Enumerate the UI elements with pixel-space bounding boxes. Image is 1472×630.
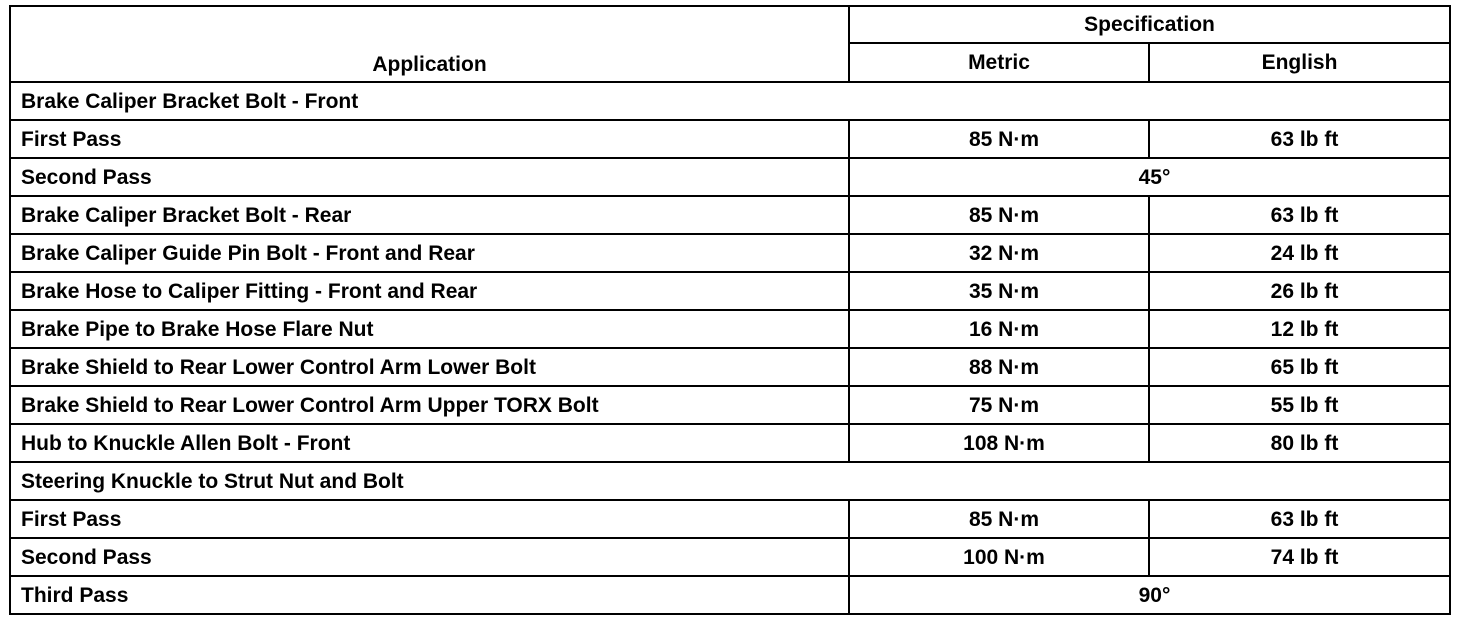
metric-cell: 75 N·m xyxy=(849,386,1149,424)
torque-specification-table xyxy=(9,5,1451,615)
english-cell: 63 lb ft xyxy=(1149,196,1450,234)
english-cell: 63 lb ft xyxy=(1149,500,1450,538)
metric-header: Metric xyxy=(849,43,1149,82)
metric-cell: 16 N·m xyxy=(849,310,1149,348)
table-row xyxy=(10,82,1450,120)
table-row xyxy=(10,538,1450,576)
metric-cell: 85 N·m xyxy=(849,196,1149,234)
application-cell: Brake Shield to Rear Lower Control Arm Lower Bolt xyxy=(10,348,849,386)
application-cell: Brake Hose to Caliper Fitting - Front and Rear xyxy=(10,272,849,310)
table-row xyxy=(10,348,1450,386)
table-row xyxy=(10,386,1450,424)
spec-cell: 45° xyxy=(849,158,1450,196)
english-header: English xyxy=(1149,43,1450,82)
application-cell: Third Pass xyxy=(10,576,849,614)
table-row xyxy=(10,424,1450,462)
table-row xyxy=(10,500,1450,538)
table-row xyxy=(10,158,1450,196)
table-row xyxy=(10,310,1450,348)
english-cell: 55 lb ft xyxy=(1149,386,1450,424)
table-row xyxy=(10,272,1450,310)
metric-cell: 35 N·m xyxy=(849,272,1149,310)
metric-cell: 108 N·m xyxy=(849,424,1149,462)
application-cell: Second Pass xyxy=(10,538,849,576)
english-cell: 74 lb ft xyxy=(1149,538,1450,576)
application-cell: Hub to Knuckle Allen Bolt - Front xyxy=(10,424,849,462)
english-cell: 26 lb ft xyxy=(1149,272,1450,310)
table-row xyxy=(10,196,1450,234)
application-header: Application xyxy=(10,6,849,82)
application-cell: First Pass xyxy=(10,500,849,538)
english-cell: 63 lb ft xyxy=(1149,120,1450,158)
english-cell: 12 lb ft xyxy=(1149,310,1450,348)
metric-cell: 100 N·m xyxy=(849,538,1149,576)
metric-cell: 88 N·m xyxy=(849,348,1149,386)
group-label: Steering Knuckle to Strut Nut and Bolt xyxy=(10,462,1450,500)
metric-cell: 85 N·m xyxy=(849,120,1149,158)
application-cell: First Pass xyxy=(10,120,849,158)
table-row xyxy=(10,576,1450,614)
table-row xyxy=(10,120,1450,158)
english-cell: 80 lb ft xyxy=(1149,424,1450,462)
english-cell: 65 lb ft xyxy=(1149,348,1450,386)
specification-header: Specification xyxy=(849,6,1450,43)
application-cell: Brake Pipe to Brake Hose Flare Nut xyxy=(10,310,849,348)
english-cell: 24 lb ft xyxy=(1149,234,1450,272)
spec-cell: 90° xyxy=(849,576,1450,614)
table-row xyxy=(10,462,1450,500)
application-cell: Second Pass xyxy=(10,158,849,196)
group-label: Brake Caliper Bracket Bolt - Front xyxy=(10,82,1450,120)
metric-cell: 85 N·m xyxy=(849,500,1149,538)
table-row xyxy=(10,234,1450,272)
application-cell: Brake Shield to Rear Lower Control Arm Upper TORX Bolt xyxy=(10,386,849,424)
application-cell: Brake Caliper Bracket Bolt - Rear xyxy=(10,196,849,234)
application-cell: Brake Caliper Guide Pin Bolt - Front and Rear xyxy=(10,234,849,272)
header-row-1 xyxy=(10,6,1450,43)
metric-cell: 32 N·m xyxy=(849,234,1149,272)
